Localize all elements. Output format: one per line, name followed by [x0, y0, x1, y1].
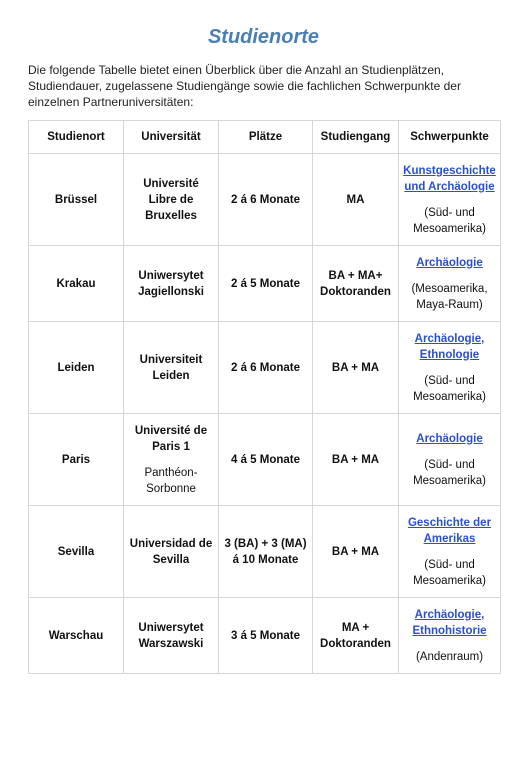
cell-ort: Paris [29, 414, 124, 506]
uni-name: Université Libre de Bruxelles [143, 177, 199, 222]
header-plaetze: Plätze [219, 121, 313, 154]
uni-name: Université de Paris 1 [134, 424, 208, 453]
schwerpunkt-link[interactable]: Archäologie [416, 256, 483, 269]
schwerpunkt-link[interactable]: Archäologie, Ethnologie [414, 332, 485, 361]
cell-gang: BA + MA+ Doktoranden [313, 246, 399, 322]
intro-text: Die folgende Tabelle bietet einen Überblick über die Anzahl an Studienplätzen, Studiendauer, zugelassene Studiengänge sowie die fachlichen Schwerpunkte der einzelnen Partneruniversitäten: [28, 63, 461, 109]
cell-ort: Leiden [29, 322, 124, 414]
cell-plaetze: 2 á 6 Monate [219, 322, 313, 414]
uni-name: Universidad de Sevilla [129, 537, 213, 566]
uni-name: Universiteit Leiden [139, 353, 203, 382]
header-schwerpunkte: Schwerpunkte [399, 121, 501, 154]
uni-subname: Panthéon-Sorbonne [144, 466, 198, 495]
table-row [29, 154, 501, 246]
cell-plaetze: 2 á 5 Monate [219, 246, 313, 322]
cell-gang: BA + MA [313, 414, 399, 506]
cell-ort: Brüssel [29, 154, 124, 246]
cell-gang: BA + MA [313, 322, 399, 414]
cell-uni [124, 414, 219, 506]
cell-ort: Sevilla [29, 506, 124, 598]
cell-schwerpunkt [399, 598, 501, 674]
table-row [29, 414, 501, 506]
cell-uni [124, 154, 219, 246]
locations-table [28, 120, 501, 674]
uni-name: Uniwersytet Jagiellonski [138, 269, 204, 298]
cell-gang: MA + Doktoranden [313, 598, 399, 674]
table-header-row [29, 121, 501, 154]
table-row [29, 246, 501, 322]
cell-uni [124, 506, 219, 598]
schwerpunkt-region: (Süd- und Mesoamerika) [413, 558, 486, 587]
uni-name: Uniwersytet Warszawski [138, 621, 204, 650]
cell-gang: BA + MA [313, 506, 399, 598]
schwerpunkt-region: (Süd- und Mesoamerika) [413, 206, 486, 235]
cell-uni [124, 246, 219, 322]
table-row [29, 506, 501, 598]
cell-plaetze: 3 á 5 Monate [219, 598, 313, 674]
schwerpunkt-link[interactable]: Archäologie [416, 432, 483, 445]
cell-schwerpunkt [399, 414, 501, 506]
cell-plaetze: 4 á 5 Monate [219, 414, 313, 506]
table-row [29, 598, 501, 674]
cell-schwerpunkt [399, 322, 501, 414]
cell-uni [124, 322, 219, 414]
header-studiengang: Studiengang [313, 121, 399, 154]
schwerpunkt-region: (Andenraum) [415, 650, 484, 663]
schwerpunkt-region: (Mesoamerika, Maya-Raum) [411, 282, 488, 311]
cell-gang: MA [313, 154, 399, 246]
header-universitaet: Universität [124, 121, 219, 154]
schwerpunkt-link[interactable]: Archäologie, Ethnohistorie [412, 608, 487, 637]
schwerpunkt-link[interactable]: Kunstgeschichte und Archäologie [403, 164, 496, 193]
cell-plaetze: 3 (BA) + 3 (MA) á 10 Monate [219, 506, 313, 598]
cell-ort: Warschau [29, 598, 124, 674]
schwerpunkt-region: (Süd- und Mesoamerika) [413, 374, 486, 403]
cell-ort: Krakau [29, 246, 124, 322]
cell-schwerpunkt [399, 154, 501, 246]
header-studienort: Studienort [29, 121, 124, 154]
cell-schwerpunkt [399, 506, 501, 598]
table-row [29, 322, 501, 414]
schwerpunkt-link[interactable]: Geschichte der Amerikas [407, 516, 492, 545]
page-title: Studienorte [207, 26, 320, 48]
cell-plaetze: 2 á 6 Monate [219, 154, 313, 246]
cell-schwerpunkt [399, 246, 501, 322]
schwerpunkt-region: (Süd- und Mesoamerika) [413, 458, 486, 487]
cell-uni [124, 598, 219, 674]
